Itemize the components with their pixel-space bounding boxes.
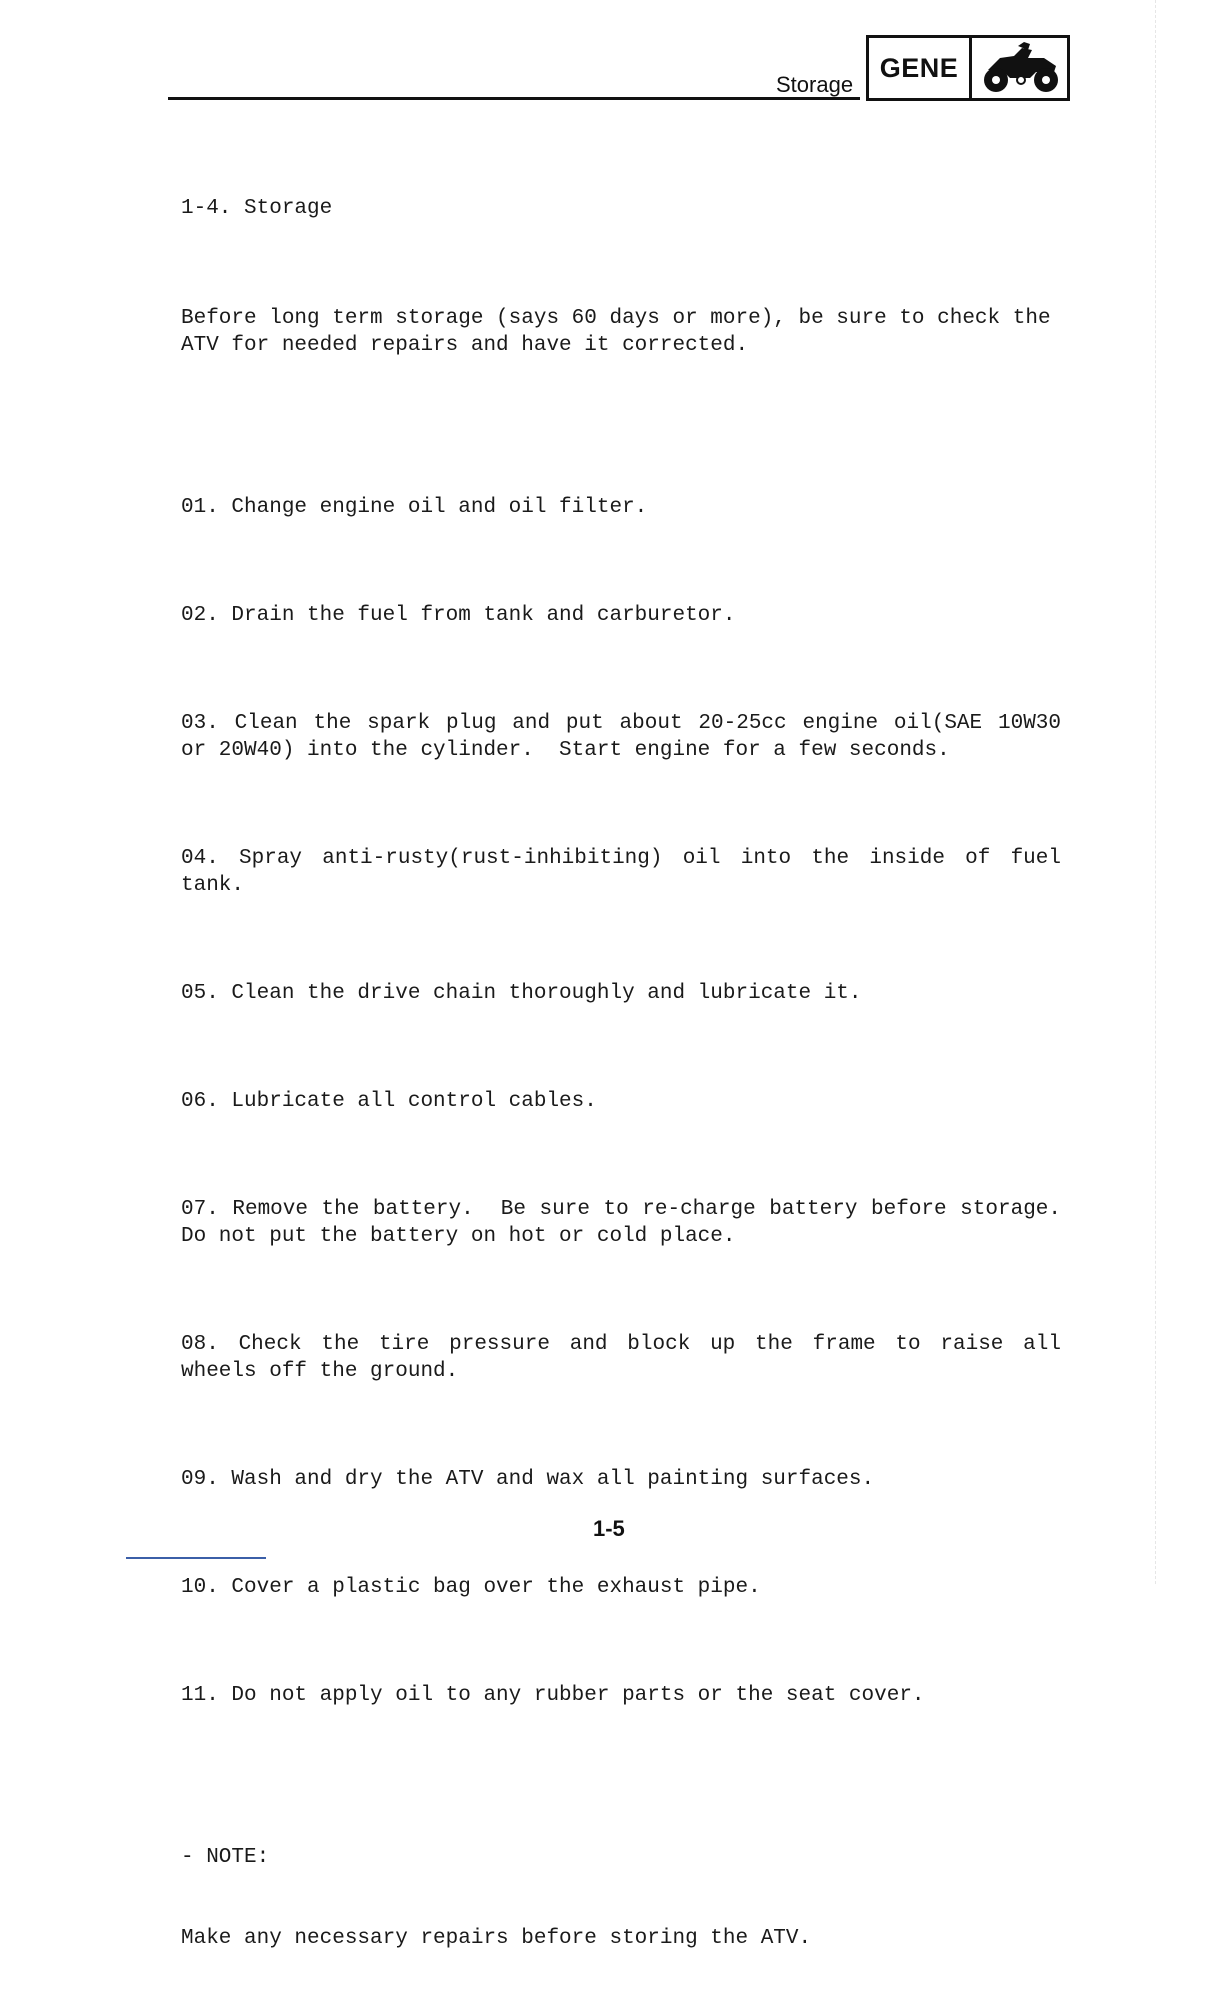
section-title: 1-4. Storage [181,197,333,220]
storage-steps [181,440,1074,1790]
step-item: 05. Clean the drive chain thoroughly and lubricate it. [181,982,862,1005]
footer-mark [126,1557,266,1559]
step-item: 07. Remove the battery. Be sure to re-charge battery before storage. Do not put the battery on hot or cold place. [181,1198,1074,1248]
step-item: 11. Do not apply oil to any rubber parts or the seat cover. [181,1684,925,1707]
badge-label: GENE [869,38,972,98]
step-item: 01. Change engine oil and oil filter. [181,496,648,519]
step-item: 06. Lubricate all control cables. [181,1090,597,1113]
step-item: 02. Drain the fuel from tank and carburetor. [181,604,736,627]
storage-section [181,141,1074,2006]
intro-paragraph: Before long term storage (says 60 days or more), be sure to check the ATV for needed repairs and have it corrected. [181,307,1064,357]
header-title: Storage [776,72,854,97]
atv-icon [972,38,1067,98]
header-rule [168,97,860,100]
step-item: 03. Clean the spark plug and put about 20-25cc engine oil(SAE 10W30 or 20W40) into the cylinder. Start engine for a few seconds. [181,712,1074,762]
step-item: 04. Spray anti-rusty(rust-inhibiting) oil into the inside of fuel tank. [181,847,1074,897]
step-item: 10. Cover a plastic bag over the exhaust pipe. [181,1576,761,1599]
section-badge [866,35,1070,101]
note-label: - NOTE: [181,1846,270,1869]
step-item: 09. Wash and dry the ATV and wax all painting surfaces. [181,1468,875,1491]
note-text: Make any necessary repairs before storing the ATV. [181,1927,812,1950]
step-item: 08. Check the tire pressure and block up the frame to raise all wheels off the ground. [181,1333,1074,1383]
page-number: 1-5 [593,1516,625,1541]
scan-edge [1155,0,1156,1584]
